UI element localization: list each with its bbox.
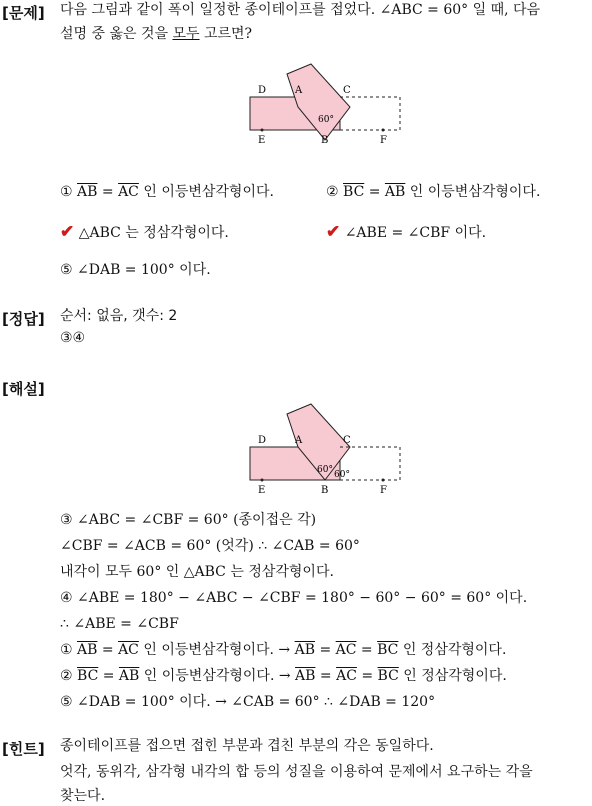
explanation-line-7: ② $\overline{BC} = \overline{AB}$ 인 이등변삼각형이다. → $\overline{AB} = \overline{AC} = \overline{BC}$ 인 정삼각형이다. — [60, 668, 507, 684]
label-D: D — [258, 85, 267, 96]
label-A: A — [295, 435, 303, 446]
problem-tag: [문제] — [2, 4, 45, 22]
problem-figure — [240, 55, 410, 150]
label-F: F — [380, 135, 387, 146]
option-5: ⑤ ∠DAB = 100° 이다. — [60, 262, 211, 278]
explanation-line-8: ⑤ ∠DAB = 100° 이다. → ∠CAB = 60° ∴ ∠DAB = 120° — [60, 694, 436, 710]
explanation-line-5: ∴ ∠ABE = ∠CBF — [60, 616, 179, 632]
label-E: E — [258, 485, 266, 495]
check-icon: ✔ — [326, 222, 341, 242]
option-4: ✔ ∠ABE = ∠CBF 이다. — [326, 222, 487, 242]
check-icon: ✔ — [60, 222, 75, 242]
option-3: ✔ △ABC 는 정삼각형이다. — [60, 222, 229, 242]
hint-line-1: 종이테이프를 접으면 접힌 부분과 겹친 부분의 각은 동일하다. — [60, 738, 434, 754]
hint-line-2: 엇각, 동위각, 삼각형 내각의 합 등의 성질을 이용하여 문제에서 요구하는 각을 — [60, 764, 533, 780]
option-1: ① $\overline{AB} = \overline{AC}$ 인 이등변삼각형이다. — [60, 184, 274, 200]
hint-tag: [힌트] — [2, 740, 45, 758]
underlined-word: 모두 — [172, 26, 200, 42]
angle-label-2: 60° — [334, 470, 350, 480]
label-B: B — [321, 135, 329, 146]
label-A: A — [295, 85, 303, 96]
explanation-line-3: 내각이 모두 60° 인 △ABC 는 정삼각형이다. — [60, 564, 334, 580]
explanation-line-4: ④ ∠ABE = 180° − ∠ABC − ∠CBF = 180° − 60° − 60° = 60° 이다. — [60, 590, 528, 606]
explanation-figure — [240, 400, 410, 495]
explanation-line-6: ① $\overline{AB} = \overline{AC}$ 인 이등변삼각형이다. → $\overline{AB} = \overline{AC} = \overline{BC}$ 인 정삼각형이다. — [60, 642, 507, 658]
problem-line-1: 다음 그림과 같이 폭이 일정한 종이테이프를 접었다. ∠ABC = 60° 일 때, 다음 — [60, 2, 541, 18]
label-B: B — [321, 485, 329, 495]
option-2: ② $\overline{BC} = \overline{AB}$ 인 이등변삼각형이다. — [326, 184, 541, 200]
angle-label-1: 60° — [317, 465, 333, 475]
label-C: C — [343, 435, 351, 446]
answer-line-1: 순서: 없음, 갯수: 2 — [60, 308, 178, 324]
explanation-line-1: ③ ∠ABC = ∠CBF = 60° (종이접은 각) — [60, 512, 317, 528]
explanation-tag: [해설] — [2, 380, 45, 398]
angle-label: 60° — [318, 115, 334, 125]
label-C: C — [343, 85, 351, 96]
hint-line-3: 찾는다. — [60, 788, 106, 804]
problem-line-2: 설명 중 옳은 것을 모두 고르면? — [60, 26, 253, 42]
label-D: D — [258, 435, 267, 446]
explanation-line-2: ∠CBF = ∠ACB = 60° (엇각) ∴ ∠CAB = 60° — [60, 538, 360, 554]
label-F: F — [380, 485, 387, 495]
label-E: E — [258, 135, 266, 146]
answer-line-2: ③④ — [60, 330, 86, 346]
answer-tag: [정답] — [2, 310, 45, 328]
